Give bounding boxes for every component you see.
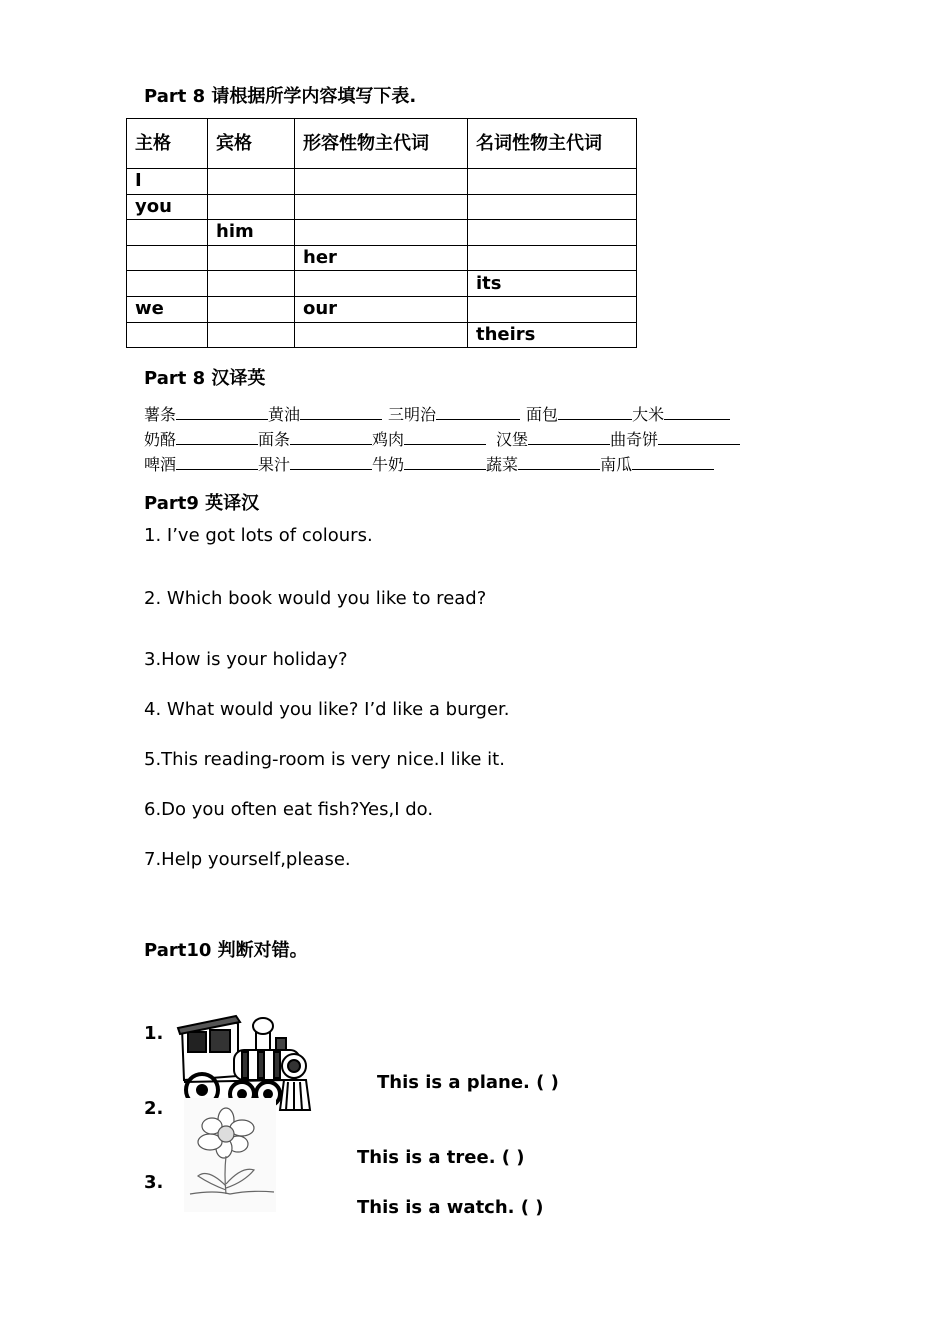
table-header-cell: 名词性物主代词 <box>468 119 637 169</box>
vocab-line-3 <box>144 452 714 475</box>
answer-blank[interactable] <box>664 405 730 420</box>
table-row <box>127 296 637 322</box>
table-cell <box>468 220 637 246</box>
table-header-cell: 主格 <box>127 119 208 169</box>
vocab-line-2 <box>144 427 740 450</box>
item-number-1: 1. <box>144 1023 164 1044</box>
table-cell <box>127 271 208 297</box>
table-cell <box>127 220 208 246</box>
sentence-5: 5.This reading-room is very nice.I like it. <box>144 749 505 770</box>
vocab-word: 三明治 <box>388 405 437 424</box>
vocab-word: 黄油 <box>268 405 301 424</box>
table-cell: its <box>468 271 637 297</box>
table-cell <box>295 169 468 195</box>
vocab-word: 面条 <box>258 430 291 449</box>
vocab-word: 薯条 <box>144 405 177 424</box>
sentence-4: 4. What would you like? I’d like a burger. <box>144 699 510 720</box>
table-row <box>127 271 637 297</box>
part8-translate-heading: Part 8 汉译英 <box>144 368 266 389</box>
table-row <box>127 194 637 220</box>
answer-blank[interactable] <box>436 405 520 420</box>
vocab-word: 鸡肉 <box>372 430 405 449</box>
table-cell: theirs <box>468 322 637 348</box>
answer-blank[interactable] <box>404 455 486 470</box>
table-header-row <box>127 119 637 169</box>
vocab-word: 啤酒 <box>144 455 177 474</box>
table-cell <box>295 220 468 246</box>
answer-blank[interactable] <box>176 405 268 420</box>
answer-blank[interactable] <box>528 430 610 445</box>
table-header-cell: 形容性物主代词 <box>295 119 468 169</box>
table-cell <box>295 194 468 220</box>
vocab-word: 蔬菜 <box>486 455 519 474</box>
vocab-word: 果汁 <box>258 455 291 474</box>
table-cell <box>468 245 637 271</box>
table-cell <box>127 245 208 271</box>
part10-heading: Part10 判断对错。 <box>144 940 308 961</box>
vocab-word: 曲奇饼 <box>610 430 659 449</box>
vocab-word: 大米 <box>632 405 665 424</box>
table-cell: our <box>295 296 468 322</box>
flower-icon <box>184 1098 276 1212</box>
table-cell: her <box>295 245 468 271</box>
sentence-1: 1. I’ve got lots of colours. <box>144 525 373 546</box>
part8-table-heading: Part 8 请根据所学内容填写下表. <box>144 86 417 107</box>
sentence-3: 3.How is your holiday? <box>144 649 348 670</box>
table-row <box>127 245 637 271</box>
table-cell <box>208 169 295 195</box>
table-row <box>127 220 637 246</box>
vocab-word: 面包 <box>526 405 559 424</box>
answer-blank[interactable] <box>290 455 372 470</box>
table-cell <box>295 322 468 348</box>
table-cell <box>208 322 295 348</box>
answer-blank[interactable] <box>404 430 486 445</box>
answer-blank[interactable] <box>300 405 382 420</box>
answer-blank[interactable] <box>558 405 632 420</box>
part9-heading: Part9 英译汉 <box>144 493 260 514</box>
answer-blank[interactable] <box>290 430 372 445</box>
table-row <box>127 169 637 195</box>
table-cell <box>127 322 208 348</box>
answer-blank[interactable] <box>176 455 258 470</box>
table-cell <box>208 245 295 271</box>
sentence-7: 7.Help yourself,please. <box>144 849 351 870</box>
table-row <box>127 322 637 348</box>
vocab-word: 奶酪 <box>144 430 177 449</box>
sentence-2: 2. Which book would you like to read? <box>144 588 487 609</box>
table-cell <box>468 296 637 322</box>
item-number-2: 2. <box>144 1098 164 1119</box>
statement-2: This is a tree. ( ) <box>357 1147 525 1168</box>
table-cell <box>468 194 637 220</box>
table-cell <box>208 194 295 220</box>
vocab-word: 汉堡 <box>496 430 529 449</box>
table-cell: we <box>127 296 208 322</box>
vocab-word: 牛奶 <box>372 455 405 474</box>
answer-blank[interactable] <box>632 455 714 470</box>
answer-blank[interactable] <box>176 430 258 445</box>
pronoun-table <box>126 118 637 348</box>
vocab-line-1 <box>144 402 730 425</box>
table-cell: I <box>127 169 208 195</box>
answer-blank[interactable] <box>518 455 600 470</box>
table-cell: him <box>208 220 295 246</box>
table-cell: you <box>127 194 208 220</box>
statement-3: This is a watch. ( ) <box>357 1197 544 1218</box>
table-cell <box>295 271 468 297</box>
vocab-word: 南瓜 <box>600 455 633 474</box>
answer-blank[interactable] <box>658 430 740 445</box>
sentence-6: 6.Do you often eat fish?Yes,I do. <box>144 799 434 820</box>
item-number-3: 3. <box>144 1172 164 1193</box>
statement-1: This is a plane. ( ) <box>377 1072 559 1093</box>
table-cell <box>208 271 295 297</box>
table-header-cell: 宾格 <box>208 119 295 169</box>
table-cell <box>468 169 637 195</box>
table-cell <box>208 296 295 322</box>
